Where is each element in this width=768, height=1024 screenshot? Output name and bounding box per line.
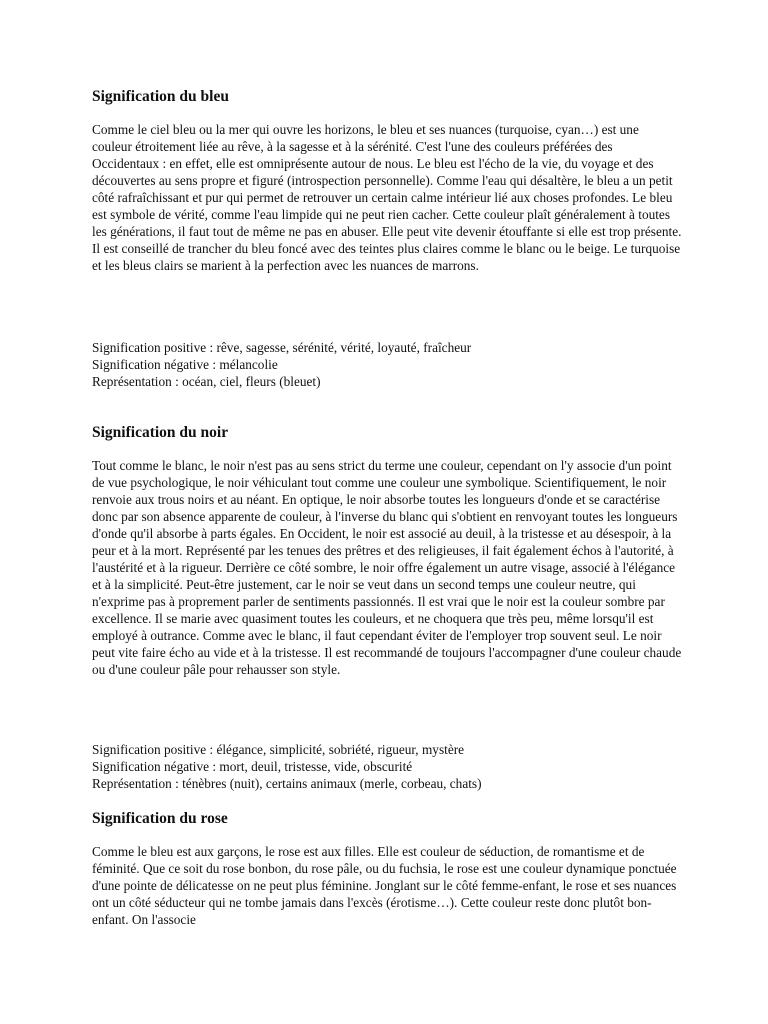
positive-meaning: Signification positive : élégance, simplicité, sobriété, rigueur, mystère — [92, 742, 465, 757]
heading-rose: Signification du rose — [92, 810, 228, 827]
paragraph-noir: Tout comme le blanc, le noir n'est pas au sens strict du terme une couleur, cependant on l'y associe d'un point de vue psychologique, le noir véhiculant tout comme une couleur une symbolique. Scientifiquement, le noir renvoie aux trous noirs et au néant. En optique, le noir absorbe toutes les longueurs d'onde et se caractérise donc par son absence apparente de couleur, à l'inverse du blanc qui s'obtient en renvoyant toutes les longueurs d'onde qu'il absorbe à parts égales. En Occident, le noir est associé au deuil, à la tristesse et au désespoir, à la peur et à la mort. Représenté par les tenues des prêtres et des religieuses, il fait également échos à l'autorité, à l'austérité et à la rigueur. Derrière ce côté sombre, le noir offre également un autre visage, associé à l'élégance et à la simplicité. Peut-être justement, car le noir se veut dans un second temps une couleur neutre, qui n'exprime pas à proprement parler de sentiments passionnés. Il est vrai que le noir est la couleur sombre par excellence. Il se marie avec quasiment toutes les couleurs, et ne choquera que très peu, même lorsqu'il est employé à outrance. Comme avec le blanc, il faut cependant éviter de l'employer trop souvent seul. Le noir peut vite faire écho au vide et à la tristesse. Il est recommandé de toujours l'accompagner d'une couleur chaude ou d'une couleur pâle pour rehausser son style. — [92, 458, 682, 677]
negative-meaning: Signification négative : mort, deuil, tristesse, vide, obscurité — [92, 759, 413, 774]
paragraph-rose: Comme le bleu est aux garçons, le rose est aux filles. Elle est couleur de séduction, de romantisme et de féminité. Que ce soit du rose bonbon, du rose pâle, ou du fuchsia, le rose est une couleur dynamique ponctuée d'une pointe de délicatesse on ne peut plus féminine. Jonglant sur le côté femme-enfant, le rose et ses nuances ont un côté séducteur qui ne tombe jamais dans l'excès (érotisme…). Cette couleur reste donc plutôt bon-enfant. On l'associe — [92, 844, 677, 927]
summary-bleu — [92, 339, 471, 390]
negative-meaning: Signification négative : mélancolie — [92, 357, 278, 372]
paragraph-bleu: Comme le ciel bleu ou la mer qui ouvre les horizons, le bleu et ses nuances (turquoise, cyan…) est une couleur étroitement liée au rêve, à la sagesse et à la sérénité. C'est l'une des couleurs préférées des Occidentaux : en effet, elle est omniprésente autour de nous. Le bleu est l'écho de la vie, du voyage et des découvertes au sens propre et figuré (introspection personnelle). Comme l'eau qui désaltère, le bleu a un petit côté rafraîchissant et pur qui permet de retrouver un certain calme intérieur lié aux choses profondes. Le bleu est symbole de vérité, comme l'eau limpide qui ne peut rien cacher. Cette couleur plaît généralement à toutes les générations, il faut tout de même ne pas en abuser. Elle peut vite devenir étouffante si elle est trop présente. Il est conseillé de trancher du bleu foncé avec des teintes plus claires comme le blanc ou le beige. Le turquoise et les bleus clairs se marient à la perfection avec les nuances de marrons. — [92, 122, 682, 273]
positive-meaning: Signification positive : rêve, sagesse, sérénité, vérité, loyauté, fraîcheur — [92, 340, 472, 355]
heading-bleu: Signification du bleu — [92, 88, 229, 105]
heading-noir: Signification du noir — [92, 424, 229, 441]
representation: Représentation : ténèbres (nuit), certains animaux (merle, corbeau, chats) — [92, 776, 482, 791]
representation: Représentation : océan, ciel, fleurs (bleuet) — [92, 374, 321, 389]
summary-noir — [92, 741, 482, 792]
